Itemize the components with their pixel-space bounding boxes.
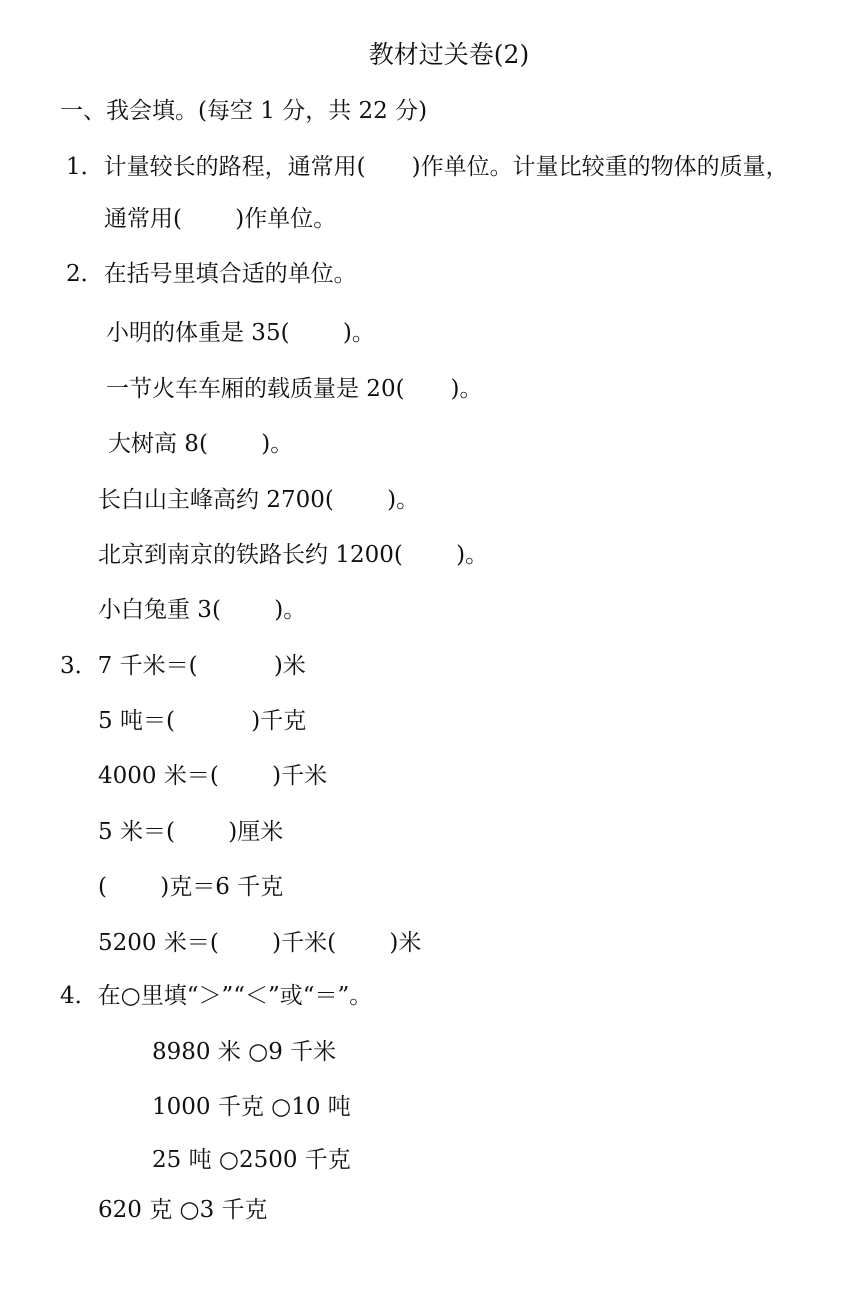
page-title: 教材过关卷(2) (368, 40, 530, 69)
question-2-item: 小明的体重是 35( )。 (106, 320, 375, 346)
question-2-item: 小白兔重 3( )。 (98, 597, 307, 623)
question-4-item: 25 吨 ○2500 千克 (152, 1147, 351, 1173)
question-4-item: 1000 千克 ○10 吨 (152, 1094, 351, 1120)
section-heading: 一、我会填。(每空 1 分，共 22 分) (60, 98, 428, 124)
question-1-line-1: 1．计量较长的路程，通常用( )作单位。计量比较重的物体的质量， (66, 154, 789, 180)
question-3-item: 5 吨＝( )千克 (98, 708, 307, 734)
question-3-item: 5 米＝( )厘米 (98, 819, 284, 845)
question-2-item: 一节火车车厢的载质量是 20( )。 (106, 376, 483, 402)
question-3-item: ( )克＝6 千克 (98, 874, 284, 900)
question-2-item: 长白山主峰高约 2700( )。 (98, 487, 420, 513)
question-2-item: 北京到南京的铁路长约 1200( )。 (98, 542, 489, 568)
question-2-item: 大树高 8( )。 (108, 431, 294, 457)
question-3-item: 4000 米＝( )千米 (98, 763, 328, 789)
question-2-stem: 2．在括号里填合适的单位。 (66, 261, 357, 287)
question-1-line-2: 通常用( )作单位。 (104, 206, 337, 232)
question-3-item: 5200 米＝( )千米( )米 (98, 930, 422, 956)
question-4-stem: 4．在○里填“＞”“＜”或“＝”。 (60, 983, 373, 1009)
question-3-item: 3．7 千米＝( )米 (60, 653, 306, 679)
question-4-item: 620 克 ○3 千克 (98, 1197, 268, 1223)
question-4-item: 8980 米 ○9 千米 (152, 1039, 337, 1065)
